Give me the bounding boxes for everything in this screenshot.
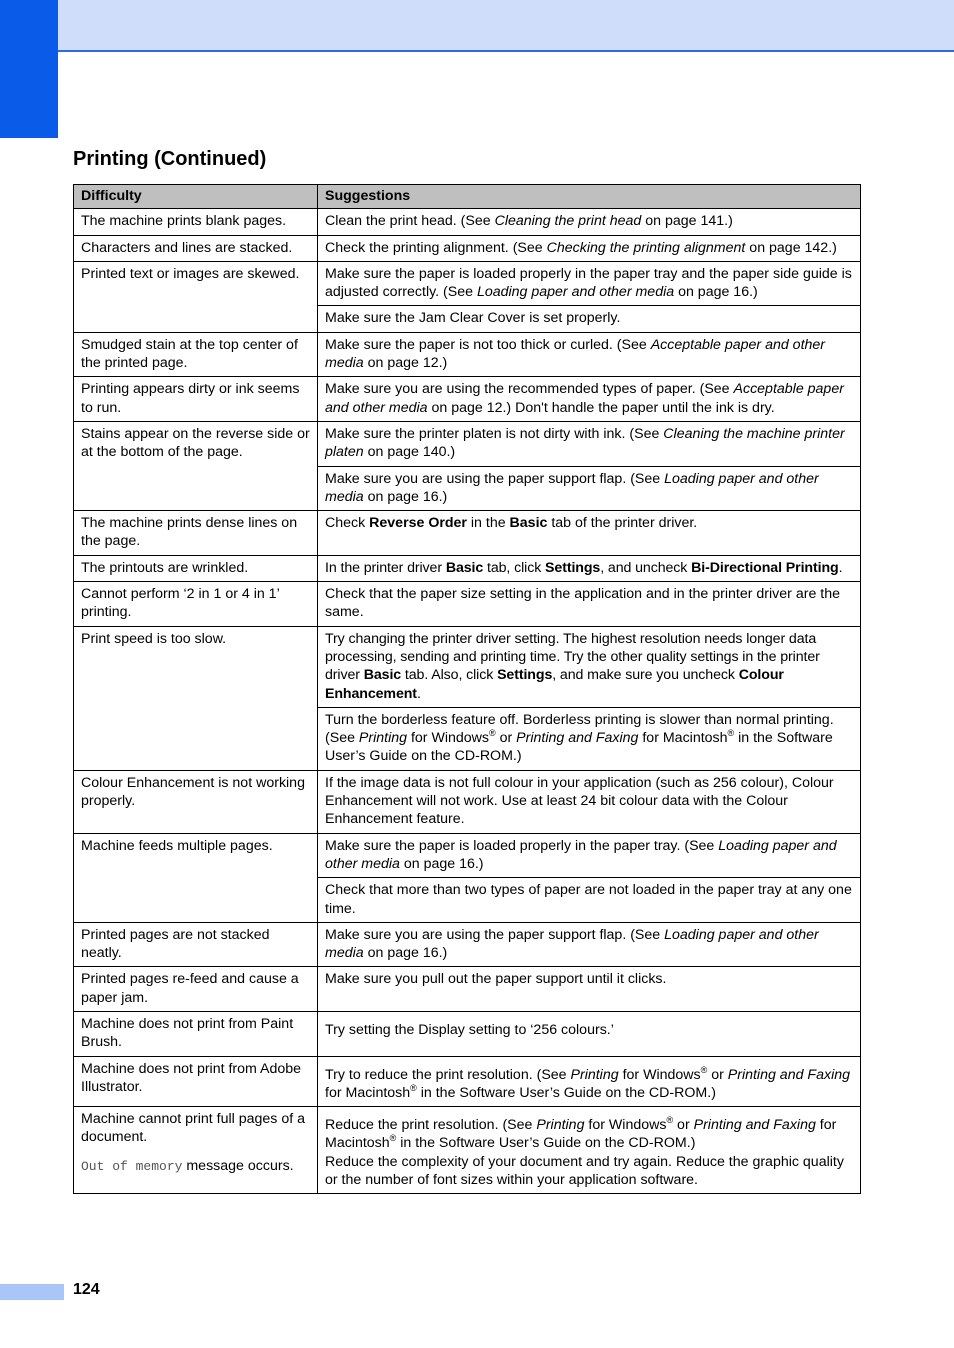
difficulty-cell <box>74 261 318 332</box>
text-run: If the image data is not full colour in your application (such as 256 colour), Colour Enhancement will not work. Use at least 24 bit colour data with the Colour Enhancement feature. <box>325 774 834 828</box>
text-run: message occurs. <box>182 1157 294 1174</box>
difficulty-text: Printed pages re-feed and cause a paper jam. <box>81 971 299 1006</box>
text-run: on page 16.) <box>399 855 484 872</box>
text-run: Loading paper and other media <box>325 470 819 505</box>
text-run: Acceptable paper and other media <box>325 336 826 372</box>
table-header-row <box>74 185 861 209</box>
text-run: tab of the printer driver. <box>547 515 698 532</box>
text-run: in the Software User’s Guide on the CD-ROM.) <box>416 1084 716 1101</box>
text-run: , and make sure you uncheck <box>552 667 739 684</box>
table-row <box>74 1107 861 1194</box>
text-run: Make sure the paper is loaded properly in the paper tray and the paper side guide is adjusted correctly. (See <box>325 265 852 301</box>
text-run: Printing <box>358 730 408 747</box>
text-run: Make sure you are using the paper support flap. (See <box>325 926 665 943</box>
header-suggestions: Suggestions <box>318 185 861 209</box>
table-row <box>74 1011 861 1056</box>
suggestion-cell <box>318 922 861 967</box>
text-run: Basic <box>509 515 548 532</box>
suggestion-cell <box>318 421 861 466</box>
text-run: . <box>416 685 421 702</box>
difficulty-cell <box>74 377 318 422</box>
difficulty-cell <box>74 1011 318 1056</box>
difficulty-text: The machine prints blank pages. <box>81 213 287 230</box>
chapter-tab <box>0 0 58 138</box>
text-run: In the printer driver <box>325 559 446 576</box>
text-run: Reverse Order <box>369 515 467 532</box>
text-run: Check the printing alignment. (See <box>325 239 547 256</box>
suggestion-cell <box>318 466 861 511</box>
text-run: Check that the paper size setting in the application and in the printer driver are the same. <box>325 586 840 621</box>
suggestion-cell <box>318 1056 861 1107</box>
difficulty-cell <box>74 770 318 833</box>
table-body <box>74 209 861 1194</box>
suggestion-cell <box>318 967 861 1012</box>
text-run: Make sure the Jam Clear Cover is set properly. <box>325 310 621 327</box>
text-run: tab. Also, click <box>401 667 498 684</box>
suggestion-cell <box>318 306 861 332</box>
text-run: ® <box>389 1133 397 1144</box>
text-run: Bi-Directional Printing <box>691 559 839 576</box>
text-run: in the Software User’s Guide on the CD-ROM.) <box>325 730 833 765</box>
table-row <box>74 770 861 833</box>
difficulty-text: Machine cannot print full pages of a document. <box>81 1111 305 1146</box>
text-run: for Windows <box>584 1117 667 1134</box>
difficulty-cell <box>74 332 318 377</box>
suggestion-cell <box>318 770 861 833</box>
text-run: Turn the borderless feature off. Borderless printing is slower than normal printing. (See <box>325 711 834 747</box>
suggestion-cell <box>318 878 861 923</box>
text-run: Printing <box>536 1117 585 1134</box>
text-run: on page 16.) <box>674 284 758 301</box>
text-run: in the Software User’s Guide on the CD-ROM.) <box>396 1135 696 1152</box>
difficulty-cell <box>74 511 318 556</box>
text-run: Try setting the Display setting to ‘256 colours.’ <box>325 1021 614 1038</box>
suggestion-cell <box>318 235 861 261</box>
difficulty-cell <box>74 235 318 261</box>
table-row <box>74 511 861 556</box>
text-run: Loading paper and other media <box>325 837 837 872</box>
text-run: Reduce the print resolution. (See <box>325 1117 537 1134</box>
text-run: . <box>838 559 843 576</box>
suggestion-cell <box>318 833 861 878</box>
text-run: Acceptable paper and other media <box>325 381 844 416</box>
table-row <box>74 421 861 466</box>
difficulty-text: Machine feeds multiple pages. <box>81 837 273 854</box>
text-run: Basic <box>363 667 402 684</box>
suggestion-cell <box>318 555 861 581</box>
difficulty-cell <box>74 922 318 967</box>
footer-bar <box>0 1284 64 1300</box>
text-run: in the <box>466 515 510 532</box>
text-run: for Macintosh <box>325 1117 837 1152</box>
suggestion-cell <box>318 332 861 377</box>
difficulty-text: Printed text or images are skewed. <box>81 265 300 282</box>
text-run: for Macintosh <box>325 1084 411 1101</box>
text-run: ® <box>700 1064 708 1075</box>
text-run: Loading paper and other media <box>476 284 675 301</box>
text-run: on page 16.) <box>363 488 448 505</box>
text-run: on page 141.) <box>641 213 733 230</box>
text-run: Settings <box>497 667 553 684</box>
difficulty-cell <box>74 555 318 581</box>
difficulty-cell <box>74 626 318 770</box>
difficulty-text: Stains appear on the reverse side or at the bottom of the page. <box>81 425 310 461</box>
suggestion-cell <box>318 1011 861 1056</box>
text-run: Printing and Faxing <box>693 1117 816 1134</box>
text-run: Cleaning the print head <box>494 213 642 230</box>
text-run: ® <box>489 728 496 739</box>
text-run: Checking the printing alignment <box>546 239 746 256</box>
text-run: Make sure you are using the paper support flap. (See <box>325 470 665 487</box>
text-run: Printing and Faxing <box>727 1066 851 1083</box>
text-run: on page 12.) <box>363 355 448 372</box>
text-run: Try to reduce the print resolution. (See <box>325 1066 571 1083</box>
difficulty-text: Machine does not print from Paint Brush. <box>81 1015 294 1051</box>
text-run: Printing <box>570 1066 619 1083</box>
difficulty-cell <box>74 1107 318 1194</box>
difficulty-cell <box>74 209 318 235</box>
text-run: or <box>707 1066 728 1083</box>
table-row <box>74 209 861 235</box>
page-number: 124 <box>73 1281 100 1298</box>
table-row <box>74 833 861 878</box>
text-run: Basic <box>445 559 484 576</box>
text-run: on page 16.) <box>363 945 448 962</box>
table-row <box>74 332 861 377</box>
suggestion-cell <box>318 377 861 422</box>
difficulty-text: The machine prints dense lines on the page. <box>81 515 298 550</box>
difficulty-text: Cannot perform ‘2 in 1 or 4 in 1’ printing. <box>81 586 280 621</box>
difficulty-text: Characters and lines are stacked. <box>81 239 293 256</box>
troubleshooting-table <box>73 184 861 1194</box>
difficulty-cell <box>74 833 318 922</box>
text-run: tab, click <box>483 559 546 576</box>
suggestion-cell <box>318 626 861 707</box>
difficulty-text: Printing appears dirty or ink seems to run. <box>81 381 300 416</box>
text-run: Clean the print head. (See <box>325 213 495 230</box>
text-run: Check <box>325 515 370 532</box>
text-run: Make sure the printer platen is not dirty with ink. (See <box>325 425 664 442</box>
text-run: on page 140.) <box>363 444 456 461</box>
text-run: or <box>495 730 517 747</box>
table-row <box>74 1056 861 1107</box>
table-row <box>74 261 861 306</box>
table-row <box>74 967 861 1012</box>
difficulty-text: Smudged stain at the top center of the printed page. <box>81 336 298 372</box>
text-run: Colour Enhancement <box>325 667 784 702</box>
text-run: Make sure you pull out the paper support until it clicks. <box>325 971 667 988</box>
text-run: Printing and Faxing <box>516 730 639 747</box>
suggestion-cell <box>318 261 861 306</box>
text-run: on page 142.) <box>745 239 837 256</box>
table-row <box>74 235 861 261</box>
text-run: Cleaning the machine printer platen <box>325 425 845 461</box>
suggestion-cell <box>318 511 861 556</box>
text-run: ® <box>666 1115 674 1126</box>
text-run: Make sure you are using the recommended types of paper. (See <box>325 381 734 398</box>
text-run: Make sure the paper is loaded properly in the paper tray. (See <box>325 837 719 854</box>
text-run: for Macintosh <box>638 730 728 747</box>
text-run: Loading paper and other media <box>325 926 819 962</box>
suggestion-cell <box>318 209 861 235</box>
difficulty-cell <box>74 967 318 1012</box>
text-run: Check that more than two types of paper are not loaded in the paper tray at any one time. <box>325 882 852 917</box>
text-run: ® <box>410 1082 417 1093</box>
text-run: for Windows <box>618 1066 701 1083</box>
text-run: Settings <box>545 559 601 576</box>
text-run: Try changing the printer driver setting. The highest resolution needs longer data processing, sending and printing time. Try the other quality settings in the printer driver <box>325 630 820 684</box>
difficulty-cell <box>74 582 318 627</box>
text-run: Make sure the paper is not too thick or curled. (See <box>325 336 651 353</box>
text-run: on page 12.) Don't handle the paper until the ink is dry. <box>427 399 775 416</box>
header-band <box>0 0 954 52</box>
table-row <box>74 626 861 707</box>
table-row <box>74 922 861 967</box>
difficulty-text: Machine does not print from Adobe Illustrator. <box>81 1060 302 1095</box>
difficulty-text: Print speed is too slow. <box>81 630 227 647</box>
text-run: ® <box>727 728 735 739</box>
difficulty-text: Printed pages are not stacked neatly. <box>81 926 270 962</box>
suggestion-cell <box>318 1107 861 1194</box>
text-run: for Windows <box>407 730 490 747</box>
section-title: Printing (Continued) <box>73 148 267 170</box>
difficulty-cell <box>74 421 318 510</box>
header-difficulty: Difficulty <box>74 185 318 209</box>
table-row <box>74 582 861 627</box>
text-run: , and uncheck <box>600 559 692 576</box>
difficulty-cell <box>74 1056 318 1107</box>
suggestion-cell <box>318 582 861 627</box>
text-run: or <box>673 1117 694 1134</box>
text-run: Out of memory <box>81 1158 183 1174</box>
difficulty-text: The printouts are wrinkled. <box>81 559 249 576</box>
suggestion-cell <box>318 707 861 770</box>
table-row <box>74 555 861 581</box>
table-row <box>74 377 861 422</box>
text-run: Reduce the complexity of your document and try again. Reduce the graphic quality or the number of font sizes within your application software. <box>325 1153 844 1189</box>
difficulty-extra <box>81 1157 310 1176</box>
difficulty-text: Colour Enhancement is not working properly. <box>81 774 305 810</box>
